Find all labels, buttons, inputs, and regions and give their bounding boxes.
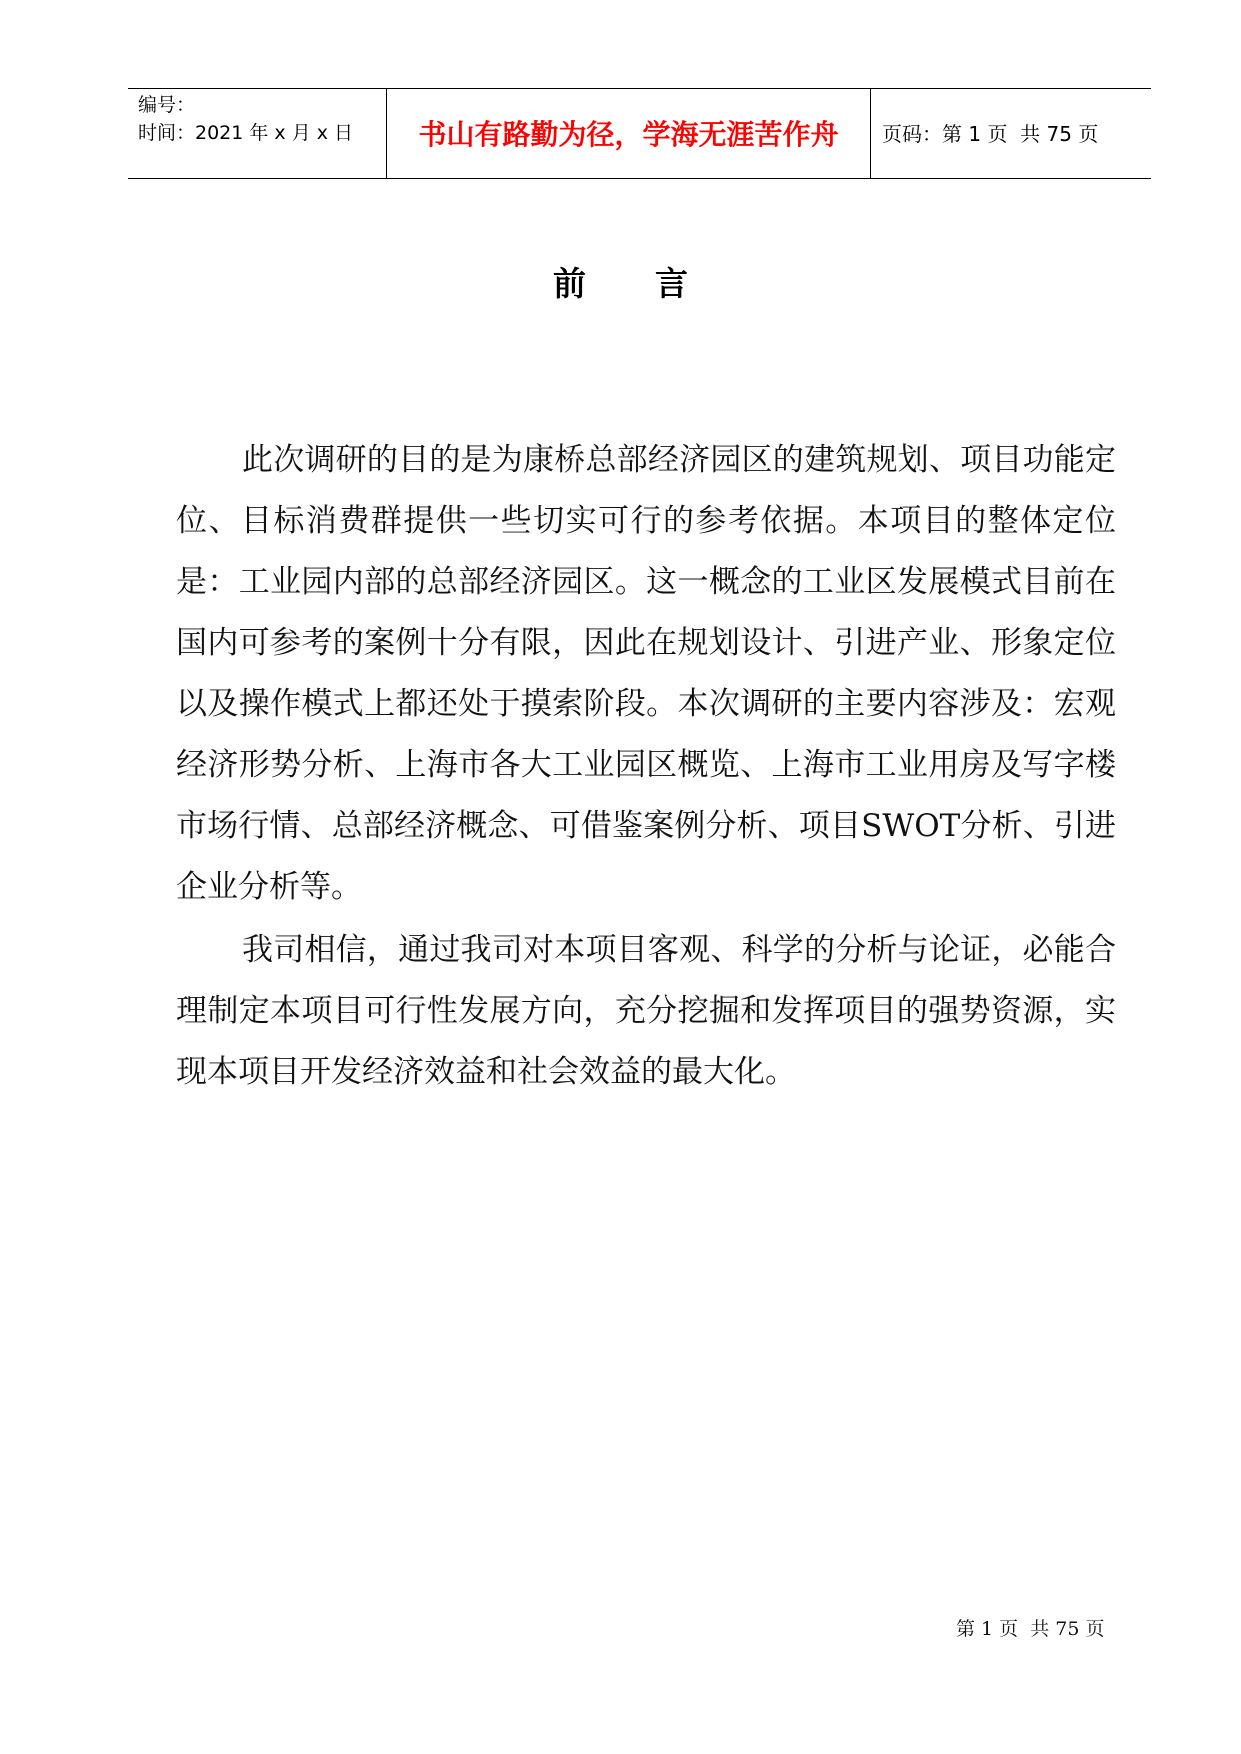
paragraph-2: 我司相信，通过我司对本项目客观、科学的分析与论证，必能合理制定本项目可行性发展方向，充分挖掘和发挥项目的强势资源，实现本项目开发经济效益和社会效益的最大化。 xyxy=(176,932,1116,1090)
header-motto-cell xyxy=(387,89,871,178)
document-body xyxy=(176,430,1116,1103)
paragraph-1: 此次调研的目的是为康桥总部经济园区的建筑规划、项目功能定位、目标消费群提供一些切实可行的参考依据。本项目的整体定位是：工业园内部的总部经济园区。这一概念的工业区发展模式目前在国内可参考的案例十分有限，因此在规划设计、引进产业、形象定位以及操作模式上都还处于摸索阶段。本次调研的主要内容涉及：宏观经济形势分析、上海市各大工业园区概览、上海市工业用房及写字楼市场行情、总部经济概念、可借鉴案例分析、项目SWOT分析、引进企业分析等。 xyxy=(176,442,1116,905)
header-page-info: 页码：第 1 页 共 75 页 xyxy=(882,122,1099,146)
page-title: 前 言 xyxy=(553,264,688,303)
motto-text: 书山有路勤为径，学海无涯苦作舟 xyxy=(418,117,839,151)
time-label: 时间：2021 年 x 月 x 日 xyxy=(138,122,354,144)
header-meta xyxy=(128,89,387,178)
page-footer: 第 1 页 共 75 页 xyxy=(956,1618,1105,1640)
document-header xyxy=(128,88,1151,179)
serial-number-label: 编号： xyxy=(138,94,196,116)
header-page-cell xyxy=(871,89,1151,178)
